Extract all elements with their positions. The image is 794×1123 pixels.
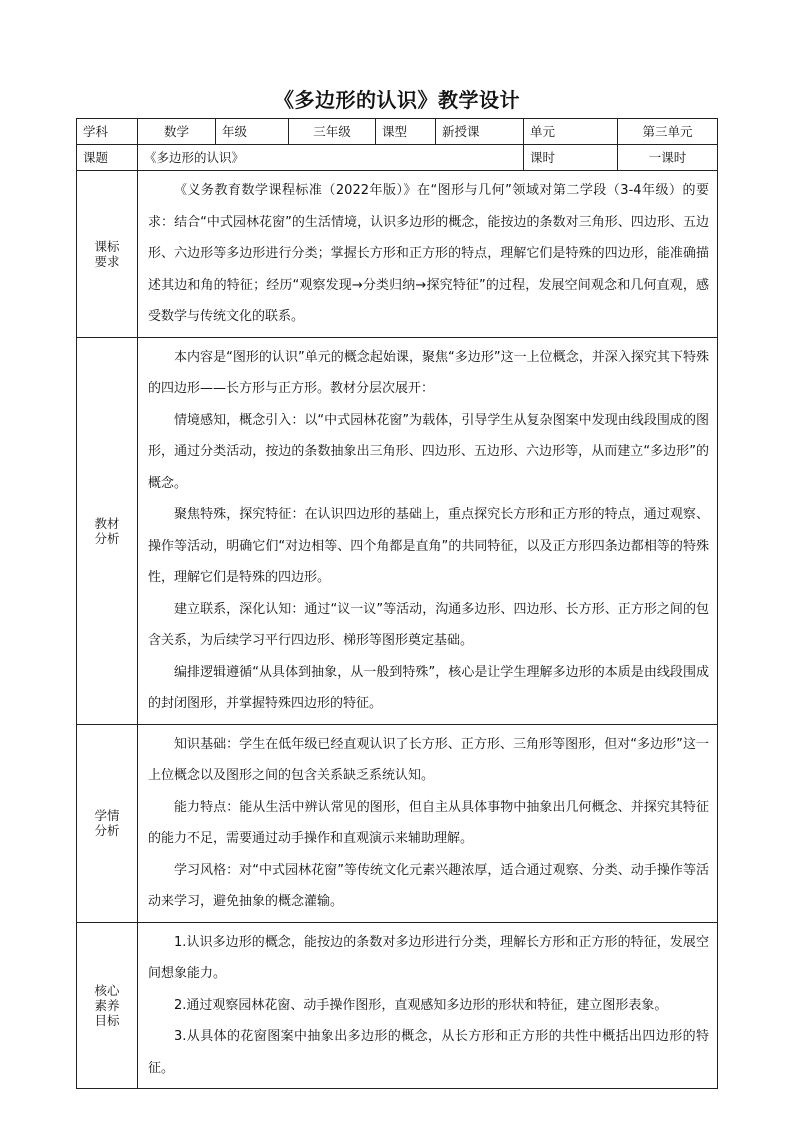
students-label-line1: 学情 [94, 808, 120, 823]
textbook-label-line1: 教材 [94, 515, 120, 531]
students-paragraph: 能力特点：能从生活中辨认常见的图形，但自主从具体事物中抽象出几何概念、并探究其特征的能力不足，需要通过动手操作和直观演示来辅助理解。 [148, 799, 709, 846]
textbook-content [138, 337, 718, 724]
goals-row [77, 922, 718, 1089]
topic-value: 《多边形的认识》 [138, 145, 524, 171]
standards-paragraph: 《义务教育数学课程标准（2022年版）》在“图形与几何”领域对第二学段（3-4年级）的要求：结合“中式园林花窗”的生活情境，认识多边形的概念，能按边的条数对三角形、四边形、五边形、六边形等多边形进行分类；掌握长方形和正方形的特点，理解它们是特殊的四边形，能准确描述其边和角的特征；经历“观察发现→分类归纳→探究特征”的过程，发展空间观念和几何直观，感受数学与传统文化的联系。 [148, 183, 709, 324]
textbook-label-line2: 分析 [94, 530, 120, 546]
goals-paragraph: 3.从具体的花窗图案中抽象出多边形的概念，从长方形和正方形的共性中概括出四边形的特征。 [148, 1029, 709, 1076]
grade-label: 年级 [216, 119, 289, 145]
standards-row [77, 171, 718, 338]
info-row-2 [77, 145, 718, 171]
textbook-paragraph: 编排逻辑遵循“从具体到抽象，从一般到特殊”，核心是让学生理解多边形的本质是由线段围成的封闭图形，并掌握特殊四边形的特征。 [148, 664, 709, 711]
textbook-paragraph: 本内容是“图形的认识”单元的概念起始课，聚焦“多边形”这一上位概念，并深入探究其下特殊的四边形——长方形与正方形。教材分层次展开： [148, 349, 709, 396]
textbook-paragraph: 聚焦特殊，探究特征：在认识四边形的基础上，重点探究长方形和正方形的特点，通过观察、操作等活动，明确它们“对边相等、四个角都是直角”的共同特征，以及正方形四条边都相等的特殊性，理解它们是特殊的四边形。 [148, 507, 709, 585]
students-paragraph: 学习风格：对“中式园林花窗”等传统文化元素兴趣浓厚，适合通过观察、分类、动手操作等活动来学习，避免抽象的概念灌输。 [148, 862, 709, 909]
students-paragraph: 知识基础：学生在低年级已经直观认识了长方形、正方形、三角形等图形，但对“多边形”这一上位概念以及图形之间的包含关系缺乏系统认知。 [148, 736, 709, 783]
subject-label: 学科 [77, 119, 138, 145]
document-title: 《多边形的认识》教学设计 [274, 88, 520, 112]
students-content [138, 724, 718, 922]
unit-value: 第三单元 [618, 119, 718, 145]
lesson-plan-table [76, 118, 718, 1089]
goals-label [77, 922, 138, 1089]
lesson-type-label: 课型 [376, 119, 436, 145]
standards-label-line1: 课标 [94, 238, 120, 254]
standards-label-line2: 要求 [94, 253, 120, 269]
topic-label: 课题 [77, 145, 138, 171]
textbook-row [77, 337, 718, 724]
goals-paragraph: 2.通过观察园林花窗、动手操作图形，直观感知多边形的形状和特征，建立图形表象。 [174, 997, 668, 1013]
class-hours-label: 课时 [524, 145, 618, 171]
goals-label-line3: 目标 [94, 1012, 120, 1028]
students-label-line2: 分析 [94, 823, 120, 838]
standards-content [138, 171, 718, 338]
goals-content [138, 922, 718, 1089]
class-hours-value: 一课时 [618, 145, 718, 171]
goals-label-line2: 素养 [94, 997, 120, 1013]
standards-label [77, 171, 138, 338]
students-row [77, 724, 718, 922]
grade-value: 三年级 [289, 119, 376, 145]
lesson-type-value: 新授课 [436, 119, 524, 145]
textbook-label [77, 337, 138, 724]
subject-value: 数学 [138, 119, 216, 145]
goals-paragraph: 1.认识多边形的概念，能按边的条数对多边形进行分类，理解长方形和正方形的特征，发展空间想象能力。 [148, 934, 709, 981]
textbook-paragraph: 情境感知，概念引入：以“中式园林花窗”为载体，引导学生从复杂图案中发现由线段围成的图形，通过分类活动，按边的条数抽象出三角形、四边形、五边形、六边形等，从而建立“多边形”的概念。 [148, 412, 709, 491]
students-label [77, 724, 138, 922]
textbook-paragraph: 建立联系，深化认知：通过“议一议”等活动，沟通多边形、四边形、长方形、正方形之间的包含关系，为后续学习平行四边形、梯形等图形奠定基础。 [148, 601, 709, 648]
unit-label: 单元 [524, 119, 618, 145]
info-row-1 [77, 119, 718, 145]
goals-label-line1: 核心 [94, 982, 120, 998]
